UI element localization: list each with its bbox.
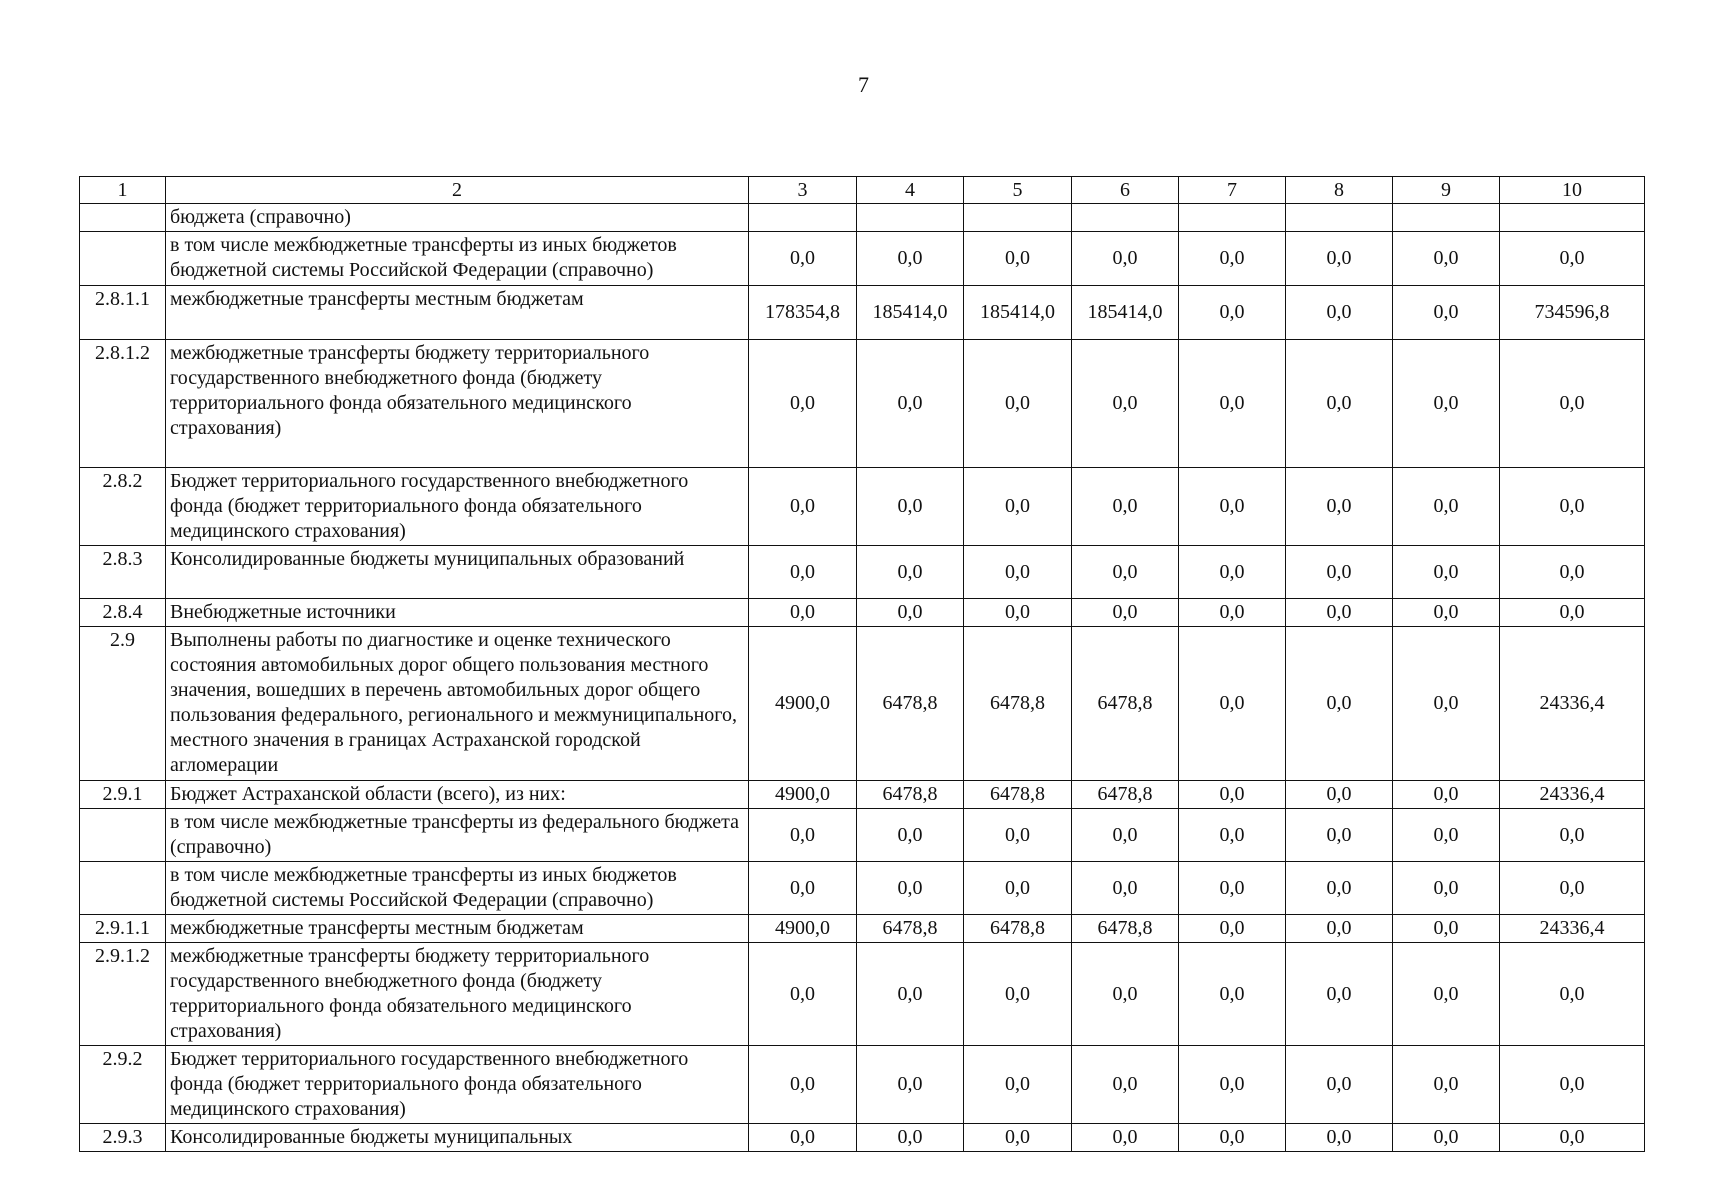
- row-description: Выполнены работы по диагностике и оценке технического состояния автомобильных дорог общего пользования местного значения, вошедших в перечень автомобильных дорог общего пользования федерального, регионального и межмуниципального, местного значения в границах Астраханской городской агломерации: [166, 627, 749, 781]
- row-value: 0,0: [964, 468, 1072, 546]
- row-value: 0,0: [1179, 1046, 1286, 1124]
- row-value: 0,0: [1500, 1046, 1645, 1124]
- row-value: 0,0: [1286, 468, 1393, 546]
- row-value: 0,0: [857, 862, 964, 915]
- row-description: межбюджетные трансферты местным бюджетам: [166, 286, 749, 340]
- row-description: в том числе межбюджетные трансферты из иных бюджетов бюджетной системы Российской Федерации (справочно): [166, 862, 749, 915]
- table-row: [80, 286, 1645, 340]
- row-value: 0,0: [1286, 599, 1393, 627]
- row-value: 0,0: [1393, 915, 1500, 943]
- table-row: [80, 204, 1645, 232]
- row-value: 0,0: [1393, 468, 1500, 546]
- row-value: 0,0: [1179, 915, 1286, 943]
- row-value: 0,0: [1393, 1046, 1500, 1124]
- row-description: Бюджет территориального государственного внебюджетного фонда (бюджет территориального фонда обязательного медицинского страхования): [166, 1046, 749, 1124]
- column-header: 7: [1179, 177, 1286, 204]
- row-value: 0,0: [1072, 1124, 1179, 1152]
- row-value: 0,0: [749, 809, 857, 862]
- row-value: 0,0: [1393, 862, 1500, 915]
- column-header: 6: [1072, 177, 1179, 204]
- row-value: 24336,4: [1500, 627, 1645, 781]
- row-value: 0,0: [1179, 232, 1286, 286]
- row-value: 0,0: [1072, 340, 1179, 468]
- column-header: 3: [749, 177, 857, 204]
- row-code: [80, 809, 166, 862]
- row-value: 0,0: [964, 862, 1072, 915]
- row-value: 0,0: [1286, 862, 1393, 915]
- row-value: 0,0: [857, 468, 964, 546]
- row-value: 0,0: [749, 943, 857, 1046]
- row-code: 2.9.2: [80, 1046, 166, 1124]
- row-value: 0,0: [964, 232, 1072, 286]
- row-code: 2.8.4: [80, 599, 166, 627]
- header-row: [80, 177, 1645, 204]
- table-row: [80, 468, 1645, 546]
- row-value: 0,0: [1500, 468, 1645, 546]
- row-value: 0,0: [1179, 340, 1286, 468]
- row-value: 0,0: [749, 599, 857, 627]
- row-value: 0,0: [964, 340, 1072, 468]
- row-value: 0,0: [1179, 781, 1286, 809]
- column-header: 1: [80, 177, 166, 204]
- row-code: 2.8.3: [80, 546, 166, 599]
- row-value: 0,0: [1179, 599, 1286, 627]
- row-value: 0,0: [964, 1046, 1072, 1124]
- row-value: 0,0: [1072, 1046, 1179, 1124]
- row-value: 0,0: [749, 1124, 857, 1152]
- row-value: 6478,8: [1072, 915, 1179, 943]
- row-value: 0,0: [749, 340, 857, 468]
- row-value: [964, 204, 1072, 232]
- row-value: 0,0: [749, 232, 857, 286]
- table-row: [80, 599, 1645, 627]
- row-value: 734596,8: [1500, 286, 1645, 340]
- row-value: 0,0: [1179, 286, 1286, 340]
- row-value: 0,0: [1393, 546, 1500, 599]
- row-value: 0,0: [1072, 599, 1179, 627]
- row-value: [1393, 204, 1500, 232]
- row-code: 2.8.1.2: [80, 340, 166, 468]
- row-value: 0,0: [1393, 781, 1500, 809]
- row-value: 0,0: [1179, 468, 1286, 546]
- table-row: [80, 809, 1645, 862]
- row-description: в том числе межбюджетные трансферты из федерального бюджета (справочно): [166, 809, 749, 862]
- row-value: 0,0: [1072, 232, 1179, 286]
- row-value: 0,0: [1500, 943, 1645, 1046]
- row-value: 0,0: [857, 599, 964, 627]
- row-code: [80, 862, 166, 915]
- row-value: 0,0: [1286, 781, 1393, 809]
- row-value: 0,0: [749, 546, 857, 599]
- row-value: 0,0: [1286, 1046, 1393, 1124]
- row-value: 6478,8: [1072, 627, 1179, 781]
- row-value: 0,0: [857, 809, 964, 862]
- row-value: 0,0: [1286, 809, 1393, 862]
- row-value: 24336,4: [1500, 781, 1645, 809]
- row-value: 0,0: [1072, 546, 1179, 599]
- row-code: 2.9.1.2: [80, 943, 166, 1046]
- row-value: 0,0: [1179, 546, 1286, 599]
- table-row: [80, 1046, 1645, 1124]
- row-value: 0,0: [1179, 809, 1286, 862]
- row-description: межбюджетные трансферты бюджету территориального государственного внебюджетного фонда (бюджету территориального фонда обязательного медицинского страхования): [166, 943, 749, 1046]
- row-value: 0,0: [1393, 1124, 1500, 1152]
- row-value: 0,0: [1179, 627, 1286, 781]
- column-header: 10: [1500, 177, 1645, 204]
- row-value: 0,0: [749, 1046, 857, 1124]
- row-value: 0,0: [1500, 862, 1645, 915]
- row-value: 0,0: [1179, 943, 1286, 1046]
- row-value: 6478,8: [1072, 781, 1179, 809]
- row-value: 0,0: [1286, 546, 1393, 599]
- row-value: 0,0: [857, 340, 964, 468]
- row-description: Бюджет территориального государственного внебюджетного фонда (бюджет территориального фонда обязательного медицинского страхования): [166, 468, 749, 546]
- table-row: [80, 862, 1645, 915]
- row-value: 6478,8: [964, 781, 1072, 809]
- row-value: 0,0: [1500, 1124, 1645, 1152]
- row-value: 0,0: [1179, 862, 1286, 915]
- row-value: 4900,0: [749, 781, 857, 809]
- row-value: [1286, 204, 1393, 232]
- table-row: [80, 943, 1645, 1046]
- row-description: межбюджетные трансферты местным бюджетам: [166, 915, 749, 943]
- row-value: 0,0: [964, 809, 1072, 862]
- row-value: 6478,8: [964, 627, 1072, 781]
- row-value: 0,0: [1286, 232, 1393, 286]
- row-description: в том числе межбюджетные трансферты из иных бюджетов бюджетной системы Российской Федерации (справочно): [166, 232, 749, 286]
- row-value: 4900,0: [749, 627, 857, 781]
- row-value: 0,0: [1393, 232, 1500, 286]
- row-value: 6478,8: [857, 915, 964, 943]
- row-value: 0,0: [1072, 809, 1179, 862]
- column-header: 8: [1286, 177, 1393, 204]
- row-value: 0,0: [1286, 1124, 1393, 1152]
- row-value: [857, 204, 964, 232]
- row-code: 2.9.3: [80, 1124, 166, 1152]
- page-number: 7: [858, 72, 869, 97]
- row-value: 0,0: [1393, 943, 1500, 1046]
- row-value: 0,0: [1393, 286, 1500, 340]
- row-value: 24336,4: [1500, 915, 1645, 943]
- table-row: [80, 232, 1645, 286]
- row-value: 6478,8: [857, 627, 964, 781]
- row-value: 0,0: [749, 468, 857, 546]
- row-value: 0,0: [1072, 468, 1179, 546]
- row-value: 0,0: [1286, 915, 1393, 943]
- column-header: 5: [964, 177, 1072, 204]
- row-value: 0,0: [1286, 627, 1393, 781]
- row-value: 6478,8: [964, 915, 1072, 943]
- row-code: 2.9.1.1: [80, 915, 166, 943]
- row-code: [80, 232, 166, 286]
- row-value: 0,0: [1393, 340, 1500, 468]
- row-value: 178354,8: [749, 286, 857, 340]
- row-code: [80, 204, 166, 232]
- row-description: Бюджет Астраханской области (всего), из них:: [166, 781, 749, 809]
- row-value: 0,0: [857, 943, 964, 1046]
- row-description: бюджета (справочно): [166, 204, 749, 232]
- row-value: 0,0: [1393, 809, 1500, 862]
- column-header: 2: [166, 177, 749, 204]
- row-value: 185414,0: [857, 286, 964, 340]
- row-value: 0,0: [857, 546, 964, 599]
- row-value: 0,0: [857, 1046, 964, 1124]
- row-description: Внебюджетные источники: [166, 599, 749, 627]
- row-value: 0,0: [964, 1124, 1072, 1152]
- row-value: 0,0: [1393, 627, 1500, 781]
- table-row: [80, 546, 1645, 599]
- row-value: 0,0: [1072, 862, 1179, 915]
- row-value: 0,0: [964, 546, 1072, 599]
- row-value: 185414,0: [964, 286, 1072, 340]
- table-row: [80, 1124, 1645, 1152]
- row-code: 2.8.2: [80, 468, 166, 546]
- row-value: 6478,8: [857, 781, 964, 809]
- row-code: 2.9.1: [80, 781, 166, 809]
- row-value: 0,0: [1286, 286, 1393, 340]
- table-row: [80, 915, 1645, 943]
- row-value: 0,0: [1500, 809, 1645, 862]
- row-value: 0,0: [1286, 340, 1393, 468]
- row-value: 0,0: [1393, 599, 1500, 627]
- row-value: 0,0: [1072, 943, 1179, 1046]
- row-value: 4900,0: [749, 915, 857, 943]
- row-value: 0,0: [1500, 232, 1645, 286]
- table-row: [80, 627, 1645, 781]
- row-description: межбюджетные трансферты бюджету территориального государственного внебюджетного фонда (бюджету территориального фонда обязательного медицинского страхования): [166, 340, 749, 468]
- table-row: [80, 781, 1645, 809]
- row-value: 0,0: [1500, 599, 1645, 627]
- row-value: 0,0: [964, 943, 1072, 1046]
- row-value: [1500, 204, 1645, 232]
- row-value: [1179, 204, 1286, 232]
- row-value: 0,0: [1500, 340, 1645, 468]
- row-value: 0,0: [1286, 943, 1393, 1046]
- column-header: 4: [857, 177, 964, 204]
- row-description: Консолидированные бюджеты муниципальных: [166, 1124, 749, 1152]
- column-header: 9: [1393, 177, 1500, 204]
- table-row: [80, 340, 1645, 468]
- row-value: 0,0: [1500, 546, 1645, 599]
- row-code: 2.8.1.1: [80, 286, 166, 340]
- row-value: [749, 204, 857, 232]
- row-description: Консолидированные бюджеты муниципальных образований: [166, 546, 749, 599]
- budget-table: [79, 176, 1645, 1152]
- row-value: 185414,0: [1072, 286, 1179, 340]
- row-value: 0,0: [964, 599, 1072, 627]
- row-value: 0,0: [1179, 1124, 1286, 1152]
- row-value: 0,0: [857, 1124, 964, 1152]
- row-value: 0,0: [857, 232, 964, 286]
- row-code: 2.9: [80, 627, 166, 781]
- row-value: 0,0: [749, 862, 857, 915]
- row-value: [1072, 204, 1179, 232]
